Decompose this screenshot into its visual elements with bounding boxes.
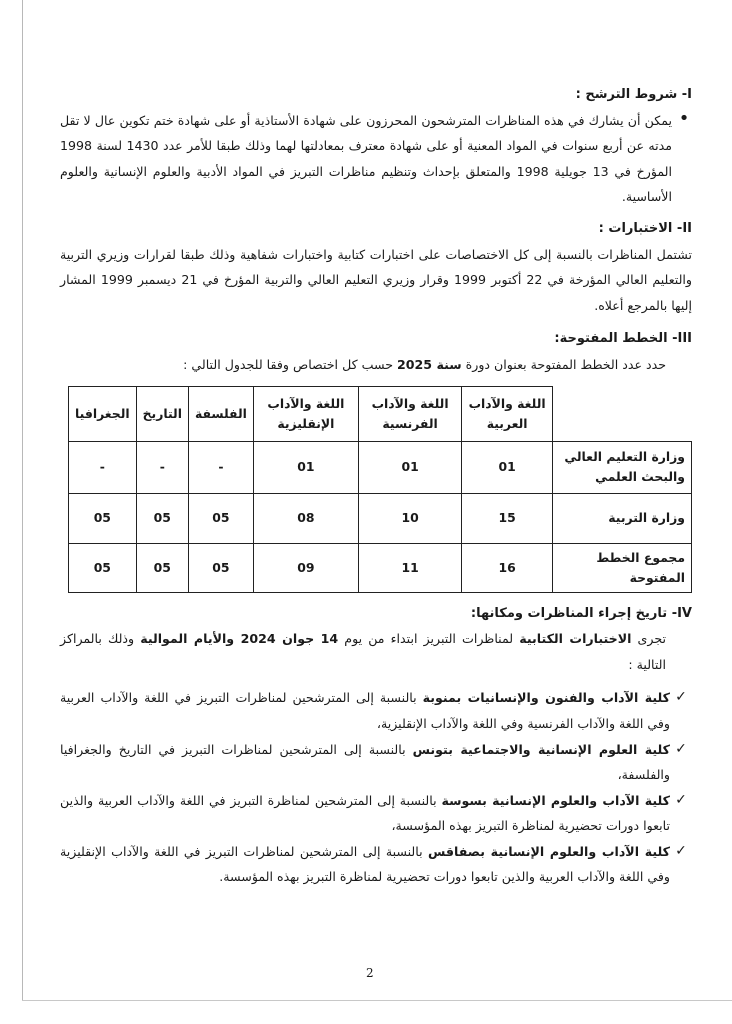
section-3-intro [60,352,666,378]
section-3-heading: III- الخطط المفتوحة: [554,331,692,347]
center-name: كلية العلوم الإنسانية والاجتماعية بتونس [412,741,670,757]
section-1-text: يمكن أن يشارك في هذه المناظرات المترشحون المحرزون على شهادة الأستاذية أو على شهادة ختم تكوين عال لا تقل مدته عن أربع سنوات في المواد المعنية أو على شهادة معترف بمعادلتها لهما وذلك طبقا للأمر عدد 1430 لسنة 1998 المؤرخ في 13 جويلية 1998 والمتعلق بإحداث وتنظيم مناظرات التبريز في المواد الأدبية والعلوم الإنسانية والعلوم الأساسية. [60,112,673,205]
row-header: وزارة التربية [553,493,692,543]
intro-written-tests: الاختبارات الكتابية [519,631,632,647]
table-cell: 05 [136,543,188,592]
section-4-heading: IV- تاريخ إجراء المناظرات ومكانها: [470,605,692,621]
column-header: اللغة والآداب الفرنسية [358,386,461,441]
table-row [69,441,692,493]
bullet-icon: • [678,107,690,129]
table-cell: 01 [462,441,553,493]
open-posts-table [68,386,692,593]
intro-date: 14 جوان 2024 والأيام الموالية [140,631,339,647]
list-item [60,839,692,890]
checkmark-icon: ✓ [675,689,687,706]
list-item [60,737,692,788]
table-row [69,493,692,543]
column-header: الجغرافيا [69,386,137,441]
table-cell: - [188,441,253,493]
table-cell: 16 [462,543,553,592]
column-header: الفلسفة [188,386,253,441]
column-header: اللغة والآداب العربية [462,386,553,441]
center-details: بالنسبة إلى المترشحين لمناظرات التبريز في التاريخ والجغرافيا والفلسفة، [60,741,670,783]
intro-text-e: وذلك بالمراكز التالية : [60,631,666,672]
center-details: بالنسبة إلى المترشحين لمناظرات التبريز في اللغة والآداب الإنقليزية وفي اللغة والآداب العربية والذين تابعوا دورات تحضيرية لمناظرة التبريز بهذه المؤسسة. [60,843,670,885]
list-item-text [60,737,670,788]
table-cell: - [69,441,137,493]
checkmark-icon: ✓ [675,842,687,859]
center-name: كلية الآداب والفنون والإنسانيات بمنوبة [422,690,670,706]
section-1-bullet [60,108,692,210]
intro-year: سنة 2025 [397,356,462,372]
page-number: 2 [366,966,374,980]
table-cell: 05 [69,493,137,543]
intro-text-c: حسب كل اختصاص وفقا للجدول التالي : [183,356,393,372]
table-cell: 09 [253,543,358,592]
row-header: مجموع الخطط المفتوحة [553,543,692,592]
section-2-heading: II- الاختبارات : [598,220,692,236]
table-cell: 11 [358,543,461,592]
list-item [60,685,692,736]
checkmark-icon: ✓ [675,740,687,757]
list-item-text [60,788,670,839]
table-cell: 01 [358,441,461,493]
list-item-text [60,685,670,736]
intro-text-a: حدد عدد الخطط المفتوحة بعنوان دورة [465,356,666,372]
table-header-row [69,386,692,441]
column-header: التاريخ [136,386,188,441]
table-cell: 08 [253,493,358,543]
intro-text-a: تجرى [637,631,666,647]
column-header: اللغة والآداب الإنقليزية [253,386,358,441]
table-cell: 05 [188,543,253,592]
page-left-edge [22,0,23,1000]
list-item [60,788,692,839]
table-cell: 01 [253,441,358,493]
table-corner-cell [553,386,692,441]
section-2-text: تشتمل المناظرات بالنسبة إلى كل الاختصاصات على اختبارات كتابية واختبارات شفاهية وذلك طبقا لقرارات وزيري التربية والتعليم العالي المؤرخة في 22 أكتوبر 1999 وقرار وزيري التعليم العالي والتربية المؤرخ في 21 ديسمبر 1999 المشار إليها بالمرجع أعلاه. [60,246,693,313]
table-cell: - [136,441,188,493]
center-details: بالنسبة إلى المترشحين لمناظرة التبريز في اللغة والآداب العربية والذين تابعوا دورات تحضيرية لمناظرة التبريز بهذه المؤسسة، [60,792,670,834]
center-name: كلية الآداب والعلوم الإنسانية بسوسة [441,792,670,808]
intro-text-c: لمناظرات التبريز ابتداء من يوم [344,631,514,647]
page-bottom-edge [22,1000,732,1001]
list-item-text [60,839,670,890]
section-1-heading: I- شروط الترشح : [575,87,692,102]
table-cell: 05 [69,543,137,592]
document-body [60,82,692,890]
section-4-intro [60,626,666,677]
table-row [69,543,692,592]
row-header: وزارة التعليم العالي والبحث العلمي [553,441,692,493]
table-cell: 05 [136,493,188,543]
table-cell: 05 [188,493,253,543]
center-details: بالنسبة إلى المترشحين لمناظرات التبريز في اللغة والآداب العربية وفي اللغة والآداب الفرنسية وفي اللغة والآداب الإنقليزية، [60,690,670,731]
checkmark-icon: ✓ [675,791,687,808]
center-name: كلية الآداب والعلوم الإنسانية بصفاقس [427,843,670,859]
table-cell: 15 [462,493,553,543]
table-cell: 10 [358,493,461,543]
